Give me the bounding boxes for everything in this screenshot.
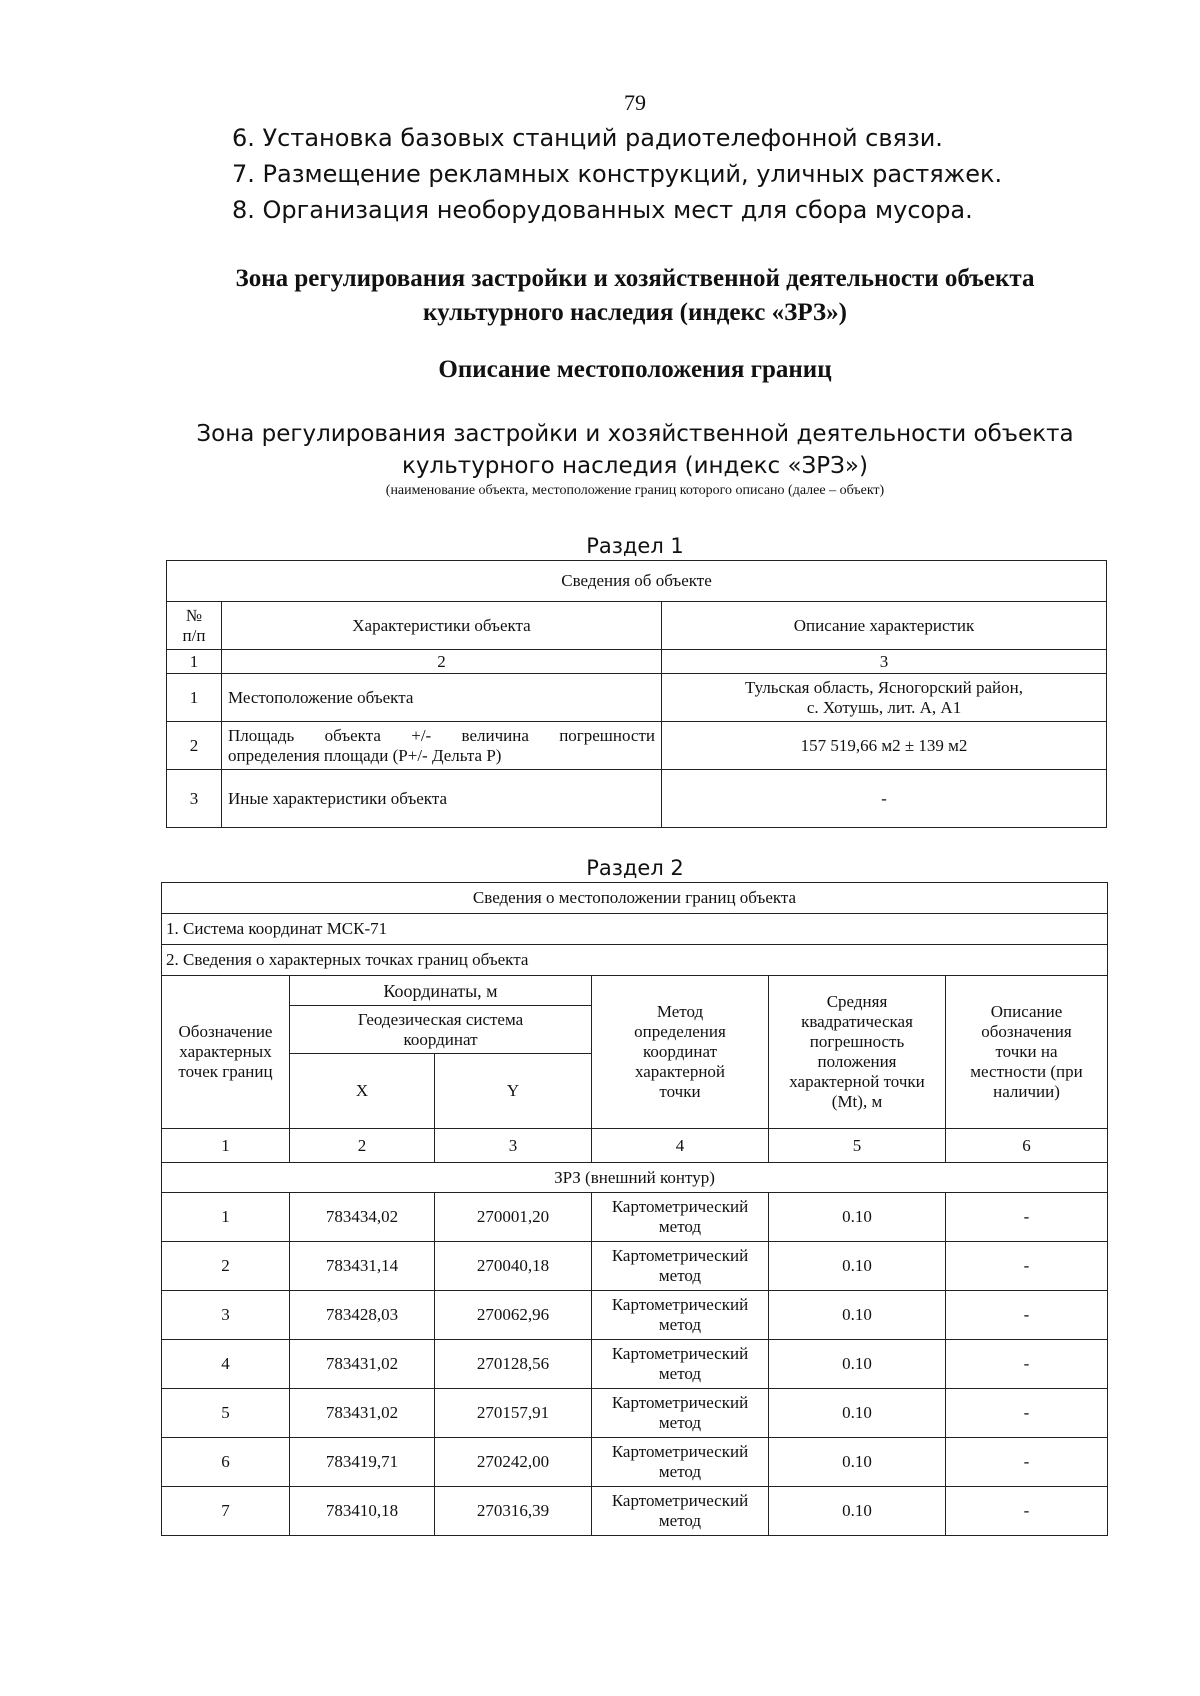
coordinate-system: 1. Система координат МСК-71 <box>162 914 1108 945</box>
point-mt: 0.10 <box>769 1242 946 1291</box>
column-number: 6 <box>946 1129 1108 1163</box>
header-num: № п/п <box>167 602 222 650</box>
row-value: 157 519,66 м2 ± 139 м2 <box>662 722 1107 770</box>
point-y: 270128,56 <box>435 1340 592 1389</box>
point-desc: - <box>946 1193 1108 1242</box>
point-desc: - <box>946 1438 1108 1487</box>
point-method: Картометрический метод <box>592 1389 769 1438</box>
points-title: 2. Сведения о характерных точках границ объекта <box>162 945 1108 976</box>
page-number: 79 <box>624 90 646 115</box>
column-number: 2 <box>290 1129 435 1163</box>
point-id: 7 <box>162 1487 290 1536</box>
point-x: 783428,03 <box>290 1291 435 1340</box>
table-row <box>162 1438 1108 1487</box>
point-method: Картометрический метод <box>592 1242 769 1291</box>
zone-title <box>150 262 1120 330</box>
section2-title: Раздел 2 <box>586 856 684 880</box>
boundary-points-table <box>161 882 1108 1536</box>
point-y: 270062,96 <box>435 1291 592 1340</box>
zone-title-line: Зона регулирования застройки и хозяйственной деятельности объекта <box>235 265 1035 292</box>
point-x: 783431,14 <box>290 1242 435 1291</box>
table-title: Сведения об объекте <box>167 561 1107 602</box>
row-value: Тульская область, Ясногорский район, с. Хотушь, лит. А, А1 <box>662 674 1107 722</box>
column-number: 2 <box>222 650 662 674</box>
point-y: 270242,00 <box>435 1438 592 1487</box>
list-item: 6. Установка базовых станций радиотелефонной связи. <box>232 124 943 152</box>
point-mt: 0.10 <box>769 1389 946 1438</box>
header-characteristic: Характеристики объекта <box>222 602 662 650</box>
table-title: Сведения о местоположении границ объекта <box>162 883 1108 914</box>
point-mt: 0.10 <box>769 1340 946 1389</box>
point-method: Картометрический метод <box>592 1193 769 1242</box>
column-number: 1 <box>162 1129 290 1163</box>
row-number: 1 <box>167 674 222 722</box>
object-caption: (наименование объекта, местоположение границ которого описано (далее – объект) <box>385 483 885 498</box>
object-name-line: культурного наследия (индекс «ЗРЗ») <box>402 453 868 479</box>
restrictions-list <box>232 120 1002 228</box>
point-y: 270157,91 <box>435 1389 592 1438</box>
list-item: 8. Организация необорудованных мест для сбора мусора. <box>232 196 973 224</box>
table-row <box>162 1340 1108 1389</box>
point-mt: 0.10 <box>769 1438 946 1487</box>
column-number: 3 <box>435 1129 592 1163</box>
point-y: 270040,18 <box>435 1242 592 1291</box>
point-x: 783410,18 <box>290 1487 435 1536</box>
table-row <box>167 674 1107 722</box>
section1-title: Раздел 1 <box>586 534 684 558</box>
point-desc: - <box>946 1487 1108 1536</box>
point-method: Картометрический метод <box>592 1340 769 1389</box>
point-x: 783431,02 <box>290 1340 435 1389</box>
table-row <box>162 1291 1108 1340</box>
point-x: 783431,02 <box>290 1389 435 1438</box>
table-row <box>162 1389 1108 1438</box>
point-x: 783434,02 <box>290 1193 435 1242</box>
point-desc: - <box>946 1242 1108 1291</box>
point-id: 2 <box>162 1242 290 1291</box>
row-characteristic: Местоположение объекта <box>222 674 662 722</box>
point-method: Картометрический метод <box>592 1438 769 1487</box>
column-number: 5 <box>769 1129 946 1163</box>
object-name-line: Зона регулирования застройки и хозяйственной деятельности объекта <box>196 421 1074 447</box>
contour-label: ЗРЗ (внешний контур) <box>162 1163 1108 1193</box>
point-method: Картометрический метод <box>592 1487 769 1536</box>
header-y: Y <box>435 1054 592 1129</box>
description-title: Описание местоположения границ <box>438 356 832 383</box>
point-y: 270316,39 <box>435 1487 592 1536</box>
header-designation: Обозначение характерных точек границ <box>162 976 290 1129</box>
point-desc: - <box>946 1340 1108 1389</box>
table-row <box>162 1242 1108 1291</box>
point-y: 270001,20 <box>435 1193 592 1242</box>
table-row <box>162 1487 1108 1536</box>
header-description: Описание характеристик <box>662 602 1107 650</box>
header-coordinates: Координаты, м <box>290 976 592 1006</box>
table-row <box>167 722 1107 770</box>
point-method: Картометрический метод <box>592 1291 769 1340</box>
point-id: 1 <box>162 1193 290 1242</box>
header-error: Средняя квадратическая погрешность положения характерной точки (Mt), м <box>769 976 946 1129</box>
point-id: 4 <box>162 1340 290 1389</box>
zone-title-line: культурного наследия (индекс «ЗРЗ») <box>423 299 847 326</box>
header-x: X <box>290 1054 435 1129</box>
object-name <box>150 418 1120 482</box>
point-id: 5 <box>162 1389 290 1438</box>
list-item: 7. Размещение рекламных конструкций, уличных растяжек. <box>232 160 1003 188</box>
point-id: 6 <box>162 1438 290 1487</box>
row-number: 2 <box>167 722 222 770</box>
row-number: 3 <box>167 770 222 828</box>
column-number: 1 <box>167 650 222 674</box>
row-characteristic: Иные характеристики объекта <box>222 770 662 828</box>
point-mt: 0.10 <box>769 1487 946 1536</box>
point-id: 3 <box>162 1291 290 1340</box>
object-info-table <box>166 560 1107 828</box>
header-geodetic-system: Геодезическая система координат <box>290 1006 592 1054</box>
point-mt: 0.10 <box>769 1193 946 1242</box>
point-x: 783419,71 <box>290 1438 435 1487</box>
header-point-description: Описание обозначения точки на местности (при наличии) <box>946 976 1108 1129</box>
column-number: 4 <box>592 1129 769 1163</box>
row-value: - <box>662 770 1107 828</box>
row-characteristic: Площадь объекта +/- величина погрешности определения площади (Р+/- Дельта Р) <box>222 722 662 770</box>
point-mt: 0.10 <box>769 1291 946 1340</box>
point-desc: - <box>946 1389 1108 1438</box>
column-number: 3 <box>662 650 1107 674</box>
table-row <box>167 770 1107 828</box>
header-method: Метод определения координат характерной точки <box>592 976 769 1129</box>
table-row <box>162 1193 1108 1242</box>
point-desc: - <box>946 1291 1108 1340</box>
